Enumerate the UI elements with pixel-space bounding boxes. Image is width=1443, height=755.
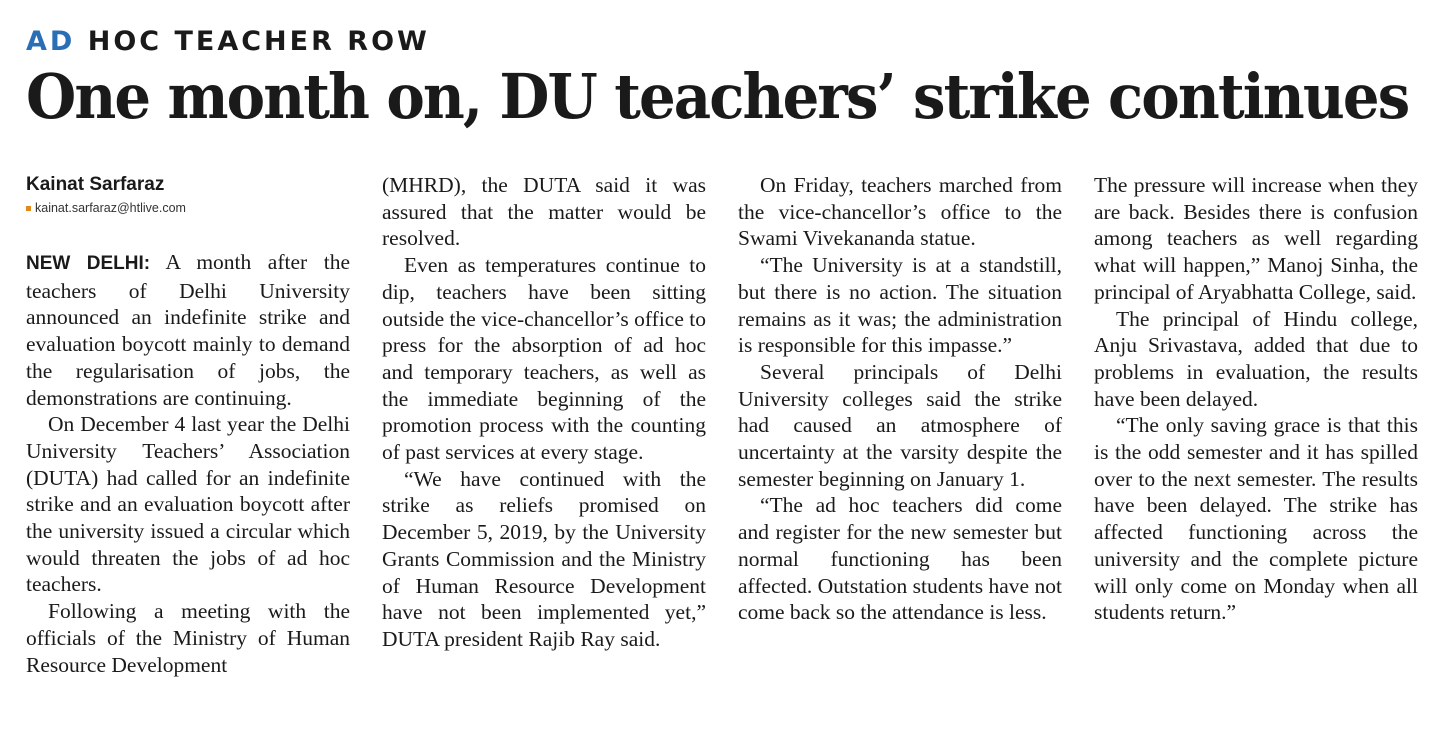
bullet-square-icon [26,206,31,211]
article-column-2 [382,172,706,653]
article-column-1 [26,172,350,678]
paragraph: The pressure will increase when they are back. Besides there is confusion among teachers as well regarding what will happen,” Manoj Sinha, the principal of Aryabhatta College, said. [1094,173,1418,304]
paragraph: Several principals of Delhi University colleges said the strike had caused an atmosphere of uncertainty at the varsity despite the semester beginning on January 1. [738,359,1062,491]
dateline: NEW DELHI: [26,253,151,274]
byline-email-row [26,198,350,218]
byline-author: Kainat Sarfaraz [26,174,165,195]
paragraph: Even as temperatures continue to dip, teachers have been sitting outside the vice-chancellor’s office to press for the absorption of ad hoc and temporary teachers, as well as the immediate beginning of the promotion process with the counting of past services at every stage. [382,253,706,465]
paragraph: “The ad hoc teachers did come and register for the new semester but normal functioning has been affected. Outstation students have not come back so the attendance is less. [738,493,1062,625]
byline-email: kainat.sarfaraz@htlive.com [35,201,186,215]
paragraph: The principal of Hindu college, Anju Srivastava, added that due to problems in evaluation, the results have been delayed. [1094,306,1418,411]
paragraph: On December 4 last year the Delhi University Teachers’ Association (DUTA) had called for an indefinite strike and an evaluation boycott after the university issued a circular which would threaten the jobs of ad hoc teachers. [26,412,350,597]
paragraph-text: A month after the teachers of Delhi University announced an indefinite strike and evaluation boycott mainly to demand the regularisation of jobs, the demonstrations are continuing. [26,250,350,410]
kicker-accent: AD [26,26,76,57]
kicker-rest: HOC TEACHER ROW [87,26,430,57]
paragraph: “The only saving grace is that this is the odd semester and it has spilled over to the next semester. The results have been delayed. The strike has affected functioning across the university and the complete picture will only come on Monday when all students return.” [1094,413,1418,625]
paragraph: “The University is at a standstill, but there is no action. The situation remains as it was; the administration is responsible for this impasse.” [738,253,1062,358]
section-kicker [26,26,430,57]
paragraph: “We have continued with the strike as reliefs promised on December 5, 2019, by the University Grants Commission and the Ministry of Human Resource Development have not been implemented yet,” DUTA president Rajib Ray said. [382,466,706,651]
article-column-3 [738,172,1062,626]
paragraph [26,249,350,411]
paragraph: On Friday, teachers marched from the vice-chancellor’s office to the Swami Vivekananda statue. [738,173,1062,251]
headline: One month on, DU teachers’ strike continues [26,60,1409,133]
paragraph: Following a meeting with the officials of the Ministry of Human Resource Development [26,599,350,677]
article-column-4 [1094,172,1418,626]
paragraph: (MHRD), the DUTA said it was assured that the matter would be resolved. [382,173,706,251]
